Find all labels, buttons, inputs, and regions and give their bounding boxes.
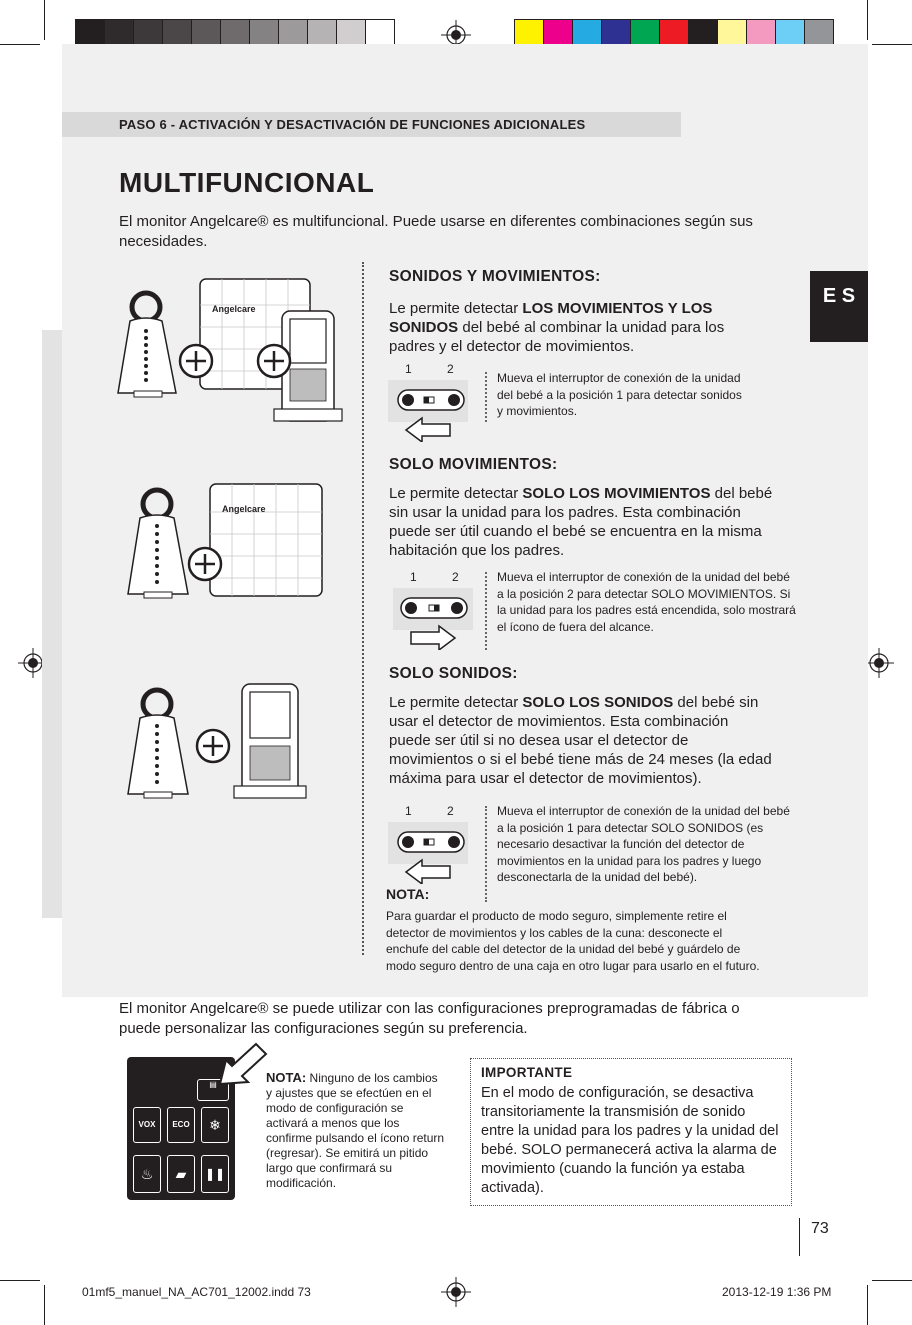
switch-note-sound-only: Mueva el interruptor de conexión de la unidad del bebé a la posición 1 para detectar SOLO SONIDOS (es necesario desactivar la función del detector de movimientos en la unidad para los padres y luego desconectarla de la unidad del bebé).	[497, 804, 790, 884]
footer-timestamp: 2013-12-19 1:36 PM	[722, 1285, 832, 1299]
page-number-divider	[799, 1218, 800, 1256]
importante-heading: IMPORTANTE	[481, 1065, 573, 1080]
registration-mark-icon	[441, 1277, 471, 1307]
bell-icon: ♨	[133, 1155, 161, 1193]
side-strip	[42, 330, 62, 918]
language-tab: E S	[810, 271, 868, 342]
eco-button: ECO	[167, 1107, 195, 1143]
switch-position-1-icon	[388, 380, 468, 442]
snowflake-icon: ❄	[201, 1107, 229, 1143]
switch-label-2: 2	[447, 804, 454, 818]
brand-logo: Angelcare	[212, 304, 256, 314]
switch-label-2: 2	[447, 362, 454, 376]
crop-mark	[0, 1280, 40, 1281]
note-divider	[485, 572, 487, 650]
return-button-icon: ▤	[197, 1079, 229, 1101]
pause-icon: ❚❚	[201, 1155, 229, 1193]
section-heading-sound-motion: SONIDOS Y MOVIMIENTOS:	[389, 268, 601, 285]
note-divider	[485, 372, 487, 422]
combination-illustration-motion-only	[112, 482, 332, 607]
crop-mark	[44, 1285, 45, 1325]
note-divider	[485, 806, 487, 902]
section-text-motion-only: Le permite detectar SOLO LOS MOVIMIENTOS del bebé sin usar la unidad para los padres. Esta combinación puede ser útil cuando el bebé se encuentra en la misma habitación que los padres.	[389, 485, 773, 559]
crop-mark	[872, 1280, 912, 1281]
switch-label-1: 1	[405, 362, 412, 376]
registration-mark-icon	[864, 648, 894, 678]
section-heading-motion-only: SOLO MOVIMIENTOS:	[389, 456, 558, 473]
switch-note-motion-only: Mueva el interruptor de conexión de la unidad del bebé a la posición 2 para detectar SOLO MOVIMIENTOS. Si la unidad para los padres está encendida, solo mostrará el ícono de fuera del alcance.	[497, 570, 796, 634]
switch-label-1: 1	[410, 570, 417, 584]
switch-position-1-icon	[388, 822, 468, 884]
section-heading-sound-only: SOLO SONIDOS:	[389, 665, 518, 682]
crop-mark	[867, 0, 868, 40]
pointer-arrow-icon	[212, 1040, 268, 1090]
switch-position-2-icon	[393, 588, 473, 650]
section-text-sound-motion: Le permite detectar LOS MOVIMIENTOS Y LOS SONIDOS del bebé al combinar la unidad para los padres y el detector de movimientos.	[389, 300, 725, 355]
page-number: 73	[811, 1220, 829, 1237]
brand-logo: Angelcare	[222, 504, 266, 514]
settings-intro-text: El monitor Angelcare® se puede utilizar con las configuraciones preprogramadas de fábrica o puede personalizar las configuraciones según su preferencia.	[119, 1000, 740, 1037]
combination-illustration-sound-motion	[112, 275, 347, 430]
crop-mark	[872, 44, 912, 45]
footer-file-name: 01mf5_manuel_NA_AC701_12002.indd 73	[82, 1285, 311, 1299]
nota-heading: NOTA:	[386, 886, 430, 902]
switch-label-1: 1	[405, 804, 412, 818]
sensor-pad-icon: ▰	[167, 1155, 195, 1193]
combination-illustration-sound-only	[112, 680, 312, 805]
switch-note-sound-motion: Mueva el interruptor de conexión de la unidad del bebé a la posición 1 para detectar sonidos y movimientos.	[497, 371, 742, 418]
page-title: MULTIFUNCIONAL	[119, 167, 375, 198]
intro-text: El monitor Angelcare® es multifuncional. Puede usarse en diferentes combinaciones según sus necesidades.	[119, 213, 753, 250]
crop-mark	[44, 0, 45, 40]
step-header: PASO 6 - ACTIVACIÓN Y DESACTIVACIÓN DE FUNCIONES ADICIONALES	[119, 117, 586, 132]
importante-box	[470, 1058, 792, 1206]
crop-mark	[0, 44, 40, 45]
divider-dotted	[362, 262, 364, 955]
crop-mark	[867, 1285, 868, 1325]
importante-text: En el modo de configuración, se desactiva transitoriamente la transmisión de sonido entre la unidad para los padres y la unidad del bebé. SOLO permanecerá activa la alarma de movimiento (cuando la función ya estaba activada).	[481, 1085, 779, 1196]
vox-button: VOX	[133, 1107, 161, 1143]
nota-text: Para guardar el producto de modo seguro, simplemente retire el detector de movimientos y los cables de la cuna: desconecte el enchufe del cable del detector de la unidad del bebé y guárdelo de modo seguro dentro de una caja en otro lugar para usarlo en el futuro.	[386, 909, 760, 973]
section-text-sound-only: Le permite detectar SOLO LOS SONIDOS del bebé sin usar el detector de movimientos. Esta combinación puede ser útil si no desea usar el detector de movimientos o si el bebé tiene más de 24 meses (la edad máxima para usar el detector de movimientos).	[389, 694, 772, 787]
nota-settings: NOTA: Ninguno de los cambios y ajustes que se efectúen en el modo de configuración se activará a menos que los confirme pulsando el ícono return (regresar). Se emitirá un pitido largo que confirmará su modificación.	[266, 1070, 445, 1190]
switch-label-2: 2	[452, 570, 459, 584]
